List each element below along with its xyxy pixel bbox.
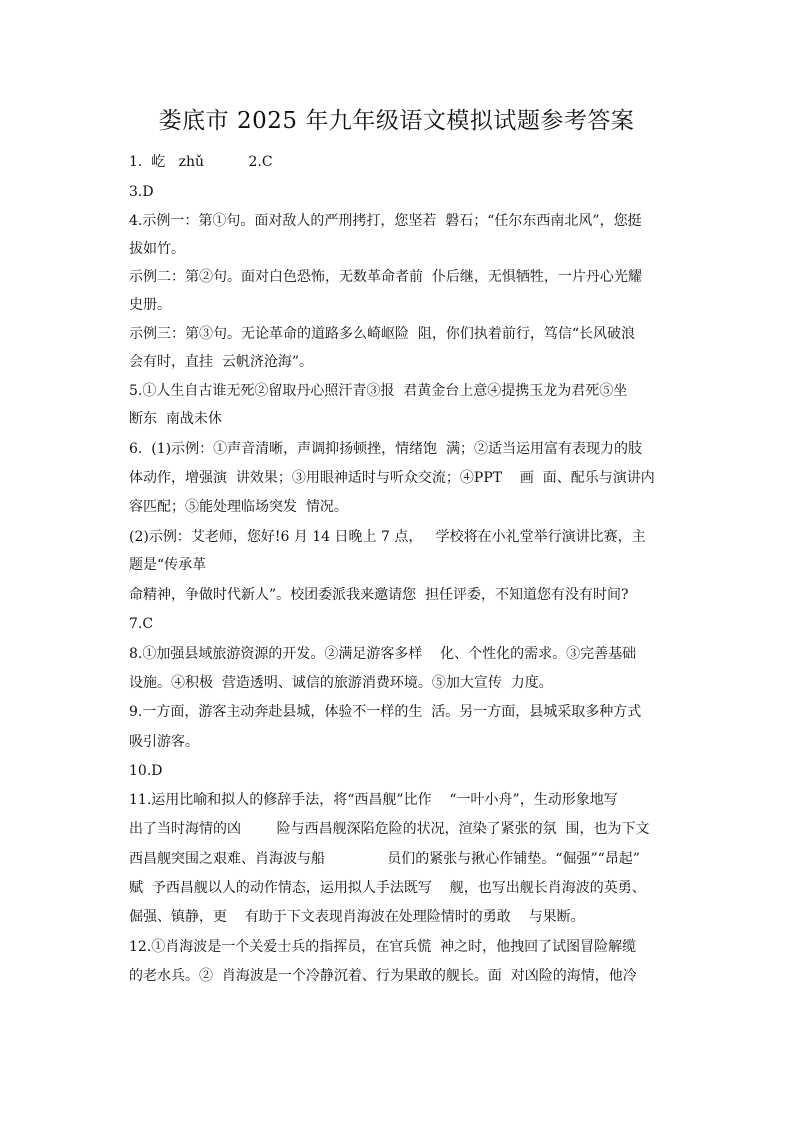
answer-line: 出了当时海情的凶 险与西昌舰深陷危险的状况，渲染了紧张的氛 围，也为下文: [129, 821, 650, 837]
answer-line: 设施。④积极 营造透明、诚信的旅游消费环境。⑤加大宣传 力度。: [129, 675, 553, 691]
answer-line: 12.①肖海波是一个关爱士兵的指挥员，在官兵慌 神之时，他拽回了试图冒险解缆: [129, 939, 637, 955]
answer-line: 9.一方面，游客主动奔赴县城，体验不一样的生 活。另一方面，县城采取多种方式: [129, 704, 642, 720]
answer-line: (2)示例：艾老师，您好!6 月 14 日晚上 7 点， 学校将在小礼堂举行演讲比赛，主: [129, 529, 646, 545]
answer-line: 5.①人生自古谁无死②留取丹心照汗青③报 君黄金台上意④提携玉龙为君死⑤坐: [129, 383, 628, 399]
answer-line: 的老水兵。② 肖海波是一个冷静沉着、行为果敢的舰长。面 对凶险的海情，他冷: [129, 968, 637, 984]
page-title: 娄底市 2025 年九年级语文模拟试题参考答案: [158, 108, 635, 134]
answer-line: 会有时，直挂 云帆济沧海”。: [129, 354, 314, 370]
answer-line: 11.运用比喻和拟人的修辞手法，将“西昌舰”比作 “一叶小舟”，生动形象地写: [129, 792, 618, 808]
answer-line: 题是“传承革: [129, 557, 207, 573]
answer-line: 倔强、镇静，更 有助于下文表现肖海波在处理险情时的勇敢 与果断。: [129, 909, 585, 925]
answer-line: 1. 屹 zhǔ 2.C: [129, 154, 273, 170]
answer-line: 容匹配；⑤能处理临场突发 情况。: [129, 499, 348, 515]
answer-line: 体动作，增强演 讲效果；③用眼神适时与听众交流；④PPT 画 面、配乐与演讲内: [129, 470, 655, 486]
answer-line: 3.D: [129, 184, 154, 200]
answer-line: 史册。: [129, 297, 171, 313]
answer-line: 4.示例一：第①句。面对敌人的严刑拷打，您坚若 磐石；“任尔东西南北风”，您挺: [129, 213, 642, 229]
answer-line: 西昌舰突围之艰难、肖海波与船 员们的紧张与揪心作铺垫。“倔强”“昂起”: [129, 851, 640, 867]
answer-line: 6. (1)示例：①声音清晰，声调抑扬顿挫，情绪饱 满；②适当运用富有表现力的肢: [129, 441, 642, 457]
answer-line: 10.D: [129, 763, 163, 779]
answer-line: 断东 南战未休: [129, 411, 222, 427]
answer-line: 赋 予西昌舰以人的动作情态，运用拟人手法既写 舰，也写出舰长肖海波的英勇、: [129, 880, 646, 896]
answer-line: 7.C: [129, 616, 154, 632]
answer-line: 8.①加强县域旅游资源的开发。②满足游客多样 化、个性化的需求。③完善基础: [129, 646, 637, 662]
answer-line: 示例三：第③句。无论革命的道路多么崎岖险 阻，你们执着前行，笃信“长风破浪: [129, 326, 636, 342]
answer-line: 命精神，争做时代新人”。校团委派我来邀请您 担任评委，不知道您有没有时间?: [129, 587, 629, 603]
answer-line: 示例二：第②句。面对白色恐怖，无数革命者前 仆后继，无惧牺牲，一片丹心光耀: [129, 269, 642, 285]
answer-line: 吸引游客。: [129, 734, 199, 750]
answer-line: 拔如竹。: [129, 241, 185, 257]
